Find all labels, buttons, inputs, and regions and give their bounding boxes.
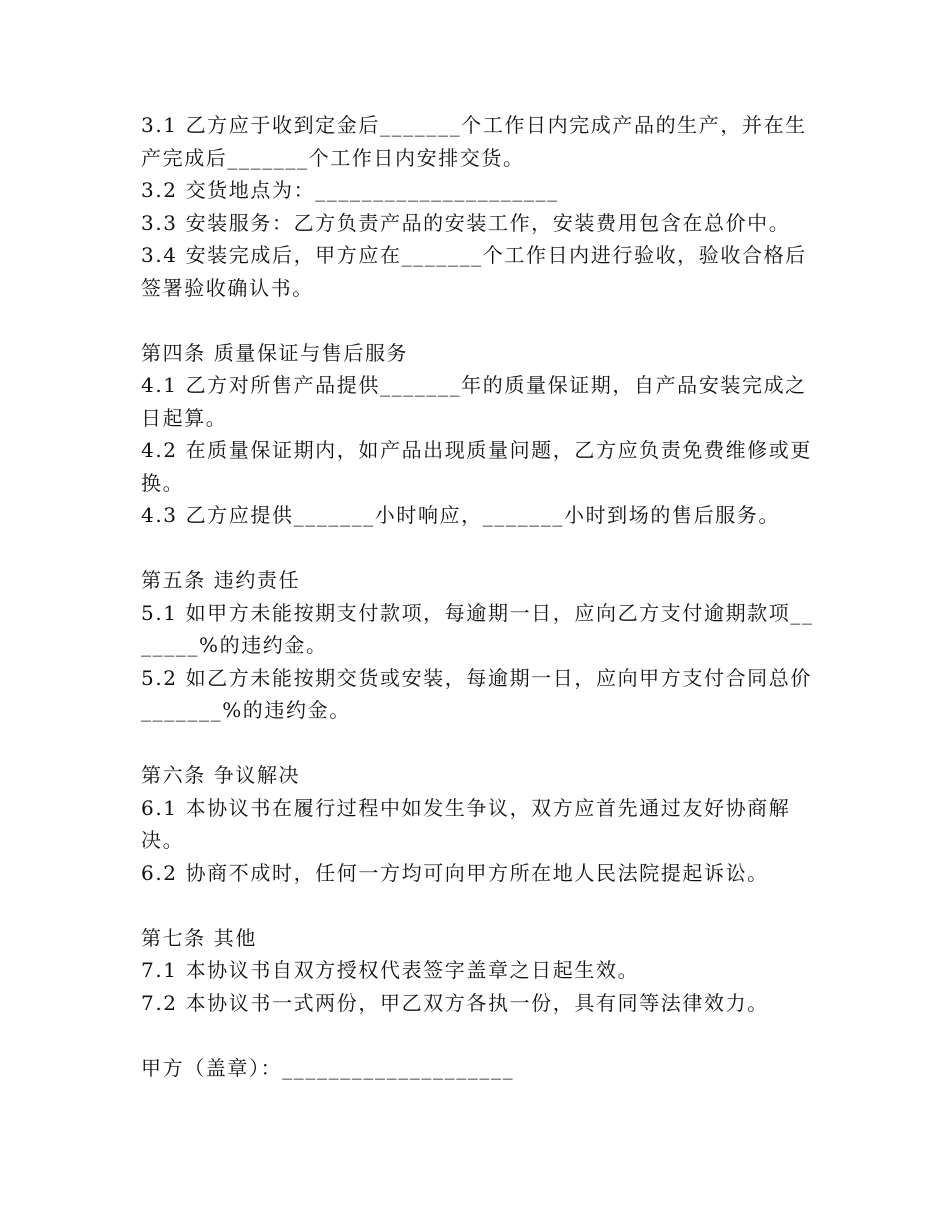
signature-block (141, 1052, 821, 1085)
section-3 (141, 109, 821, 304)
clause-4-2: 4.2 在质量保证期内，如产品出现质量问题，乙方应负责免费维修或更换。 (141, 438, 812, 495)
section-7-title: 第七条 其他 (141, 925, 257, 950)
section-gap (141, 304, 821, 337)
clause-3-3: 3.3 安装服务：乙方负责产品的安装工作，安装费用包含在总价中。 (141, 210, 791, 235)
section-6-title: 第六条 争议解决 (141, 763, 301, 787)
section-5 (141, 564, 821, 727)
section-4-title: 第四条 质量保证与售后服务 (141, 340, 409, 365)
document-body (141, 109, 821, 1084)
clause-5-2: 5.2 如乙方未能按期交货或安装，每逾期一日，应向甲方支付合同总价_______%的违约金。 (141, 665, 812, 722)
clause-5-1: 5.1 如甲方未能按期支付款项，每逾期一日，应向乙方支付逾期款项_______%的违约金。 (141, 600, 814, 657)
section-7 (141, 922, 821, 1020)
clause-3-4: 3.4 安装完成后，甲方应在_______个工作日内进行验收，验收合格后签署验收确认书。 (141, 243, 807, 300)
clause-7-1: 7.1 本协议书自双方授权代表签字盖章之日起生效。 (141, 958, 640, 982)
section-gap (141, 889, 821, 922)
clause-6-2: 6.2 协商不成时，任何一方均可向甲方所在地人民法院提起诉讼。 (141, 860, 769, 885)
clause-6-1: 6.1 本协议书在履行过程中如发生争议，双方应首先通过友好协商解决。 (141, 795, 791, 852)
clause-3-1: 3.1 乙方应于收到定金后_______个工作日内完成产品的生产，并在生产完成后_______个工作日内安排交货。 (141, 113, 807, 170)
clause-7-2: 7.2 本协议书一式两份，甲乙双方各执一份，具有同等法律效力。 (141, 990, 769, 1015)
party-a-signature-line: 甲方（盖章）：____________________ (141, 1055, 515, 1080)
clause-4-3: 4.3 乙方应提供_______小时响应，_______小时到场的售后服务。 (141, 503, 780, 527)
section-gap (141, 1019, 821, 1052)
section-4 (141, 337, 821, 532)
clause-4-1: 4.1 乙方对所售产品提供_______年的质量保证期，自产品安装完成之日起算。 (141, 373, 807, 430)
section-5-title: 第五条 违约责任 (141, 568, 301, 592)
clause-3-2: 3.2 交货地点为：_____________________ (141, 178, 559, 202)
section-6 (141, 759, 821, 889)
section-gap (141, 532, 821, 565)
section-gap (141, 727, 821, 760)
